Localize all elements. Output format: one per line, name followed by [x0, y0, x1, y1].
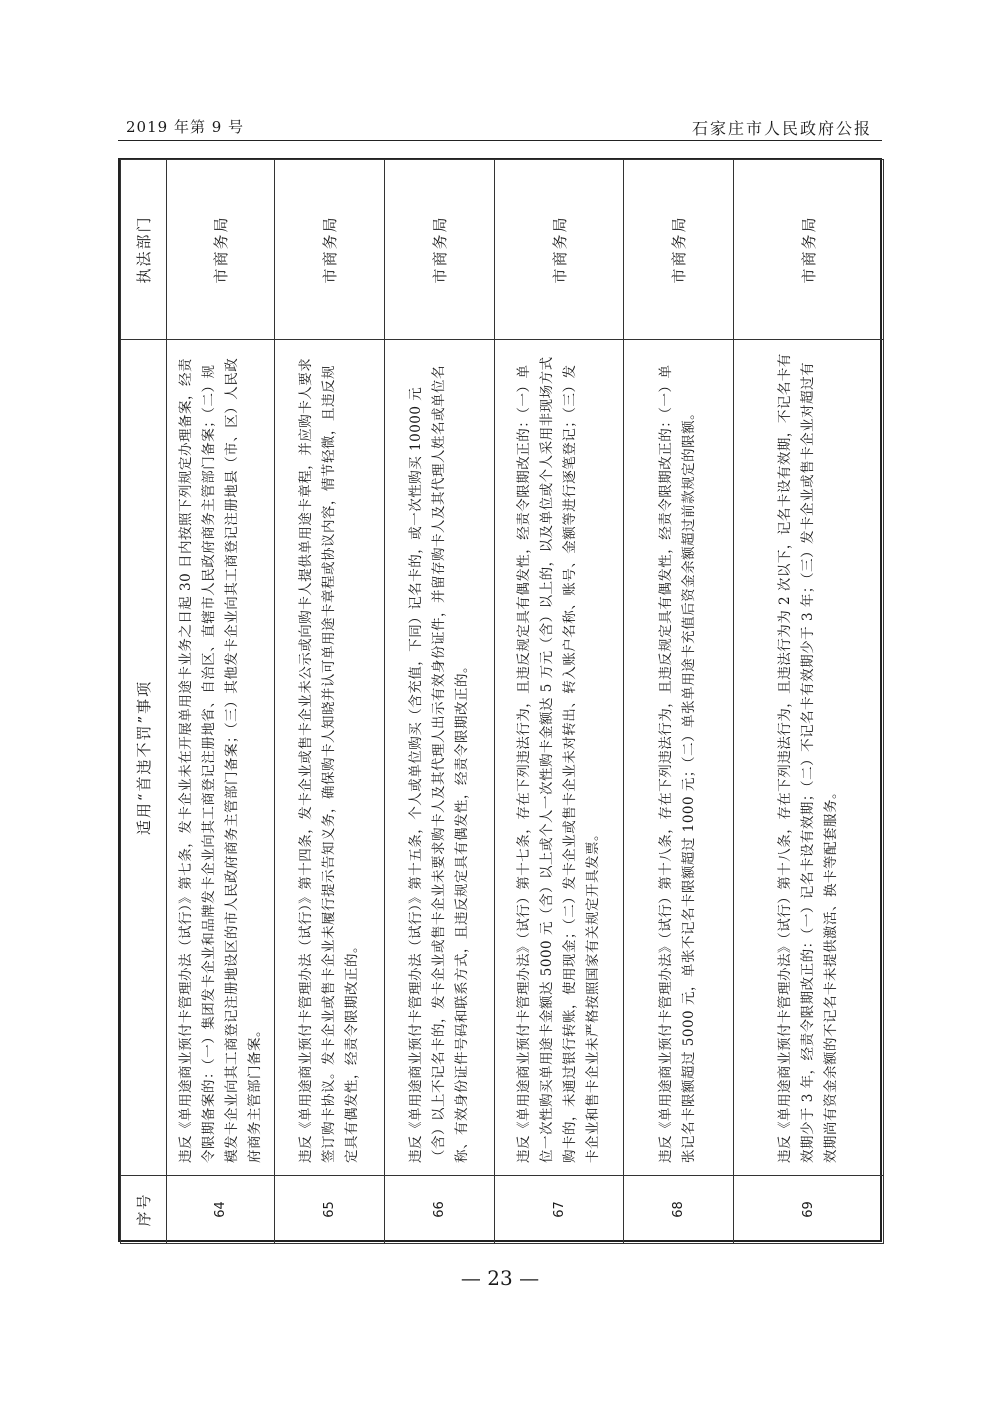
header-seq: 序号 [121, 1176, 167, 1244]
table-row [167, 160, 275, 1244]
row-item: 违反《单用途商业预付卡管理办法（试行）》第十四条，发卡企业或售卡企业未公示或向购卡人提供单用途卡章程，并应购卡人要求签订购卡协议。发卡企业或售卡企业未履行提示告知义务，确保购卡人知晓并认可单用途卡章程或协议内容，情节轻微，且违反规定具有偶发性，经责令限期改正的。 [275, 340, 385, 1176]
row-seq: 64 [167, 1176, 275, 1244]
row-seq: 67 [495, 1176, 623, 1244]
row-dept: 市商务局 [495, 160, 623, 340]
row-seq: 69 [733, 1176, 883, 1244]
row-dept: 市商务局 [167, 160, 275, 340]
row-dept: 市商务局 [385, 160, 495, 340]
row-dept: 市商务局 [275, 160, 385, 340]
row-seq: 65 [275, 1176, 385, 1244]
table-row [623, 160, 733, 1244]
penalty-table [118, 158, 882, 1242]
publication-title: 石家庄市人民政府公报 [691, 119, 872, 138]
table-row [495, 160, 623, 1244]
page-number: — 23 — [460, 1266, 540, 1290]
row-dept: 市商务局 [733, 160, 883, 340]
row-item: 违反《单用途商业预付卡管理办法（试行）》第十五条，个人或单位购买（含充值，下同）记名卡的，或一次性购买 10000 元（含）以上不记名卡的，发卡企业或售卡企业未要求购卡人及其代理人出示有效身份证件，并留存购卡人及其代理人姓名或单位名称、有效身份证件号码和联系方式，且违反规定具有偶发性，经责令限期改正的。 [385, 340, 495, 1176]
header-divider [118, 140, 882, 141]
row-seq: 66 [385, 1176, 495, 1244]
row-item: 违反《单用途商业预付卡管理办法》（试行）第十七条，存在下列违法行为，且违反规定具有偶发性，经责令限期改正的：（一）单位一次性购买单用途卡金额达 5000 元（含）以上或个人一次性购卡金额达 5 万元（含）以上的，以及单位或个人采用非现场方式购卡的，未通过银行转账，使用现金；（二）发卡企业或售卡企业未对转出、转入账户名称、账号、金额等进行逐笔登记；（三）发卡企业和售卡企业未严格按照国家有关规定开具发票。 [495, 340, 623, 1176]
header-dept: 执法部门 [121, 160, 167, 340]
row-dept: 市商务局 [623, 160, 733, 340]
table-header-row [121, 160, 167, 1244]
row-item: 违反《单用途商业预付卡管理办法》（试行）第十八条，存在下列违法行为，且违法行为为 2 次以下，记名卡设有效期，不记名卡有效期少于 3 年，经责令限期改正的：（一）记名卡设有效期；（二）不记名卡有效期少于 3 年；（三）发卡企业或售卡企业对超过有效期尚有资金余额的不记名卡未提供激活、换卡等配套服务。 [733, 340, 883, 1176]
rotated-table-wrapper [120, 160, 884, 1244]
row-seq: 68 [623, 1176, 733, 1244]
row-item: 违反《单用途商业预付卡管理办法》（试行）第十八条，存在下列违法行为，且违反规定具有偶发性，经责令限期改正的：（一）单张记名卡限额超过 5000 元，单张不记名卡限额超过 1000 元；（二）单张单用途卡充值后资金余额超过前款规定的限额。 [623, 340, 733, 1176]
row-item: 违反《单用途商业预付卡管理办法（试行）》第七条，发卡企业未在开展单用途卡业务之日起 30 日内按照下列规定办理备案，经责令限期备案的：（一）集团发卡企业和品牌发卡企业向其工商登记注册地省、自治区、直辖市人民政府商务主管部门备案；（二）规模发卡企业向其工商登记注册地设区的市人民政府商务主管部门备案；（三）其他发卡企业向其工商登记注册地县（市、区）人民政府商务主管部门备案。 [167, 340, 275, 1176]
table-row [275, 160, 385, 1244]
table-row [385, 160, 495, 1244]
header-item: 适用“首违不罚”事项 [121, 340, 167, 1176]
table-row [733, 160, 883, 1244]
issue-number: 2019 年第 9 号 [126, 118, 245, 136]
